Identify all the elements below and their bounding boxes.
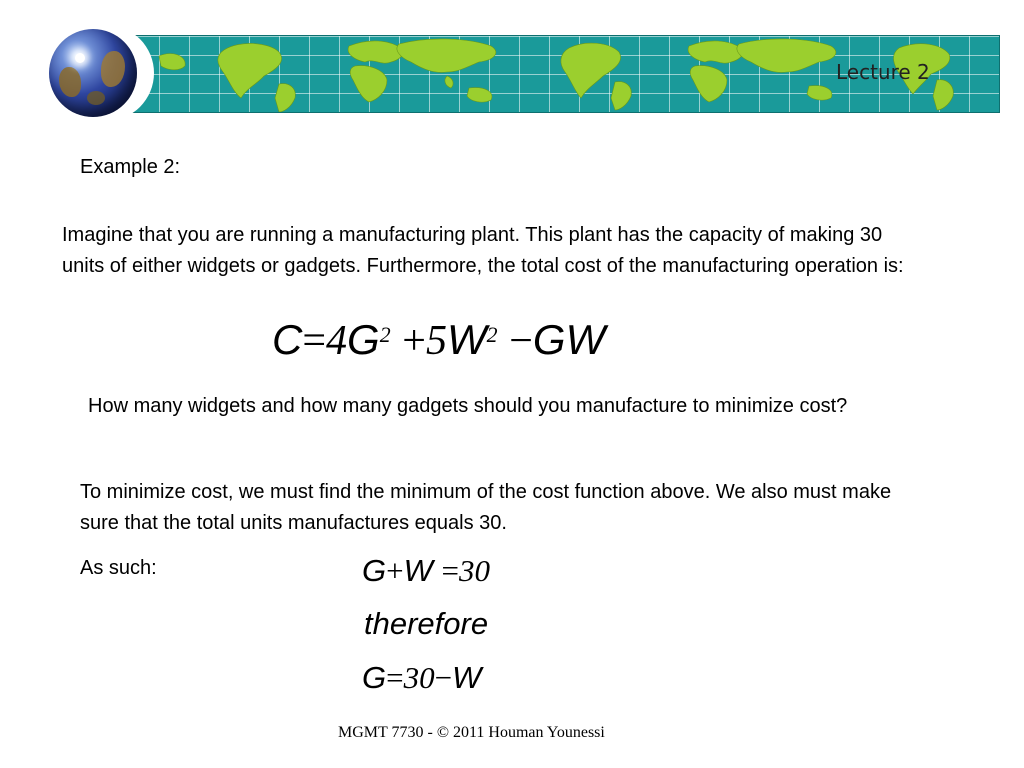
lecture-label: Lecture 2	[836, 60, 930, 84]
therefore-word: therefore	[364, 606, 489, 641]
example-heading: Example 2:	[80, 156, 181, 178]
as-such-label: As such:	[80, 557, 157, 579]
g-equation: G=30−W	[362, 660, 482, 695]
globe-logo-icon	[49, 29, 137, 117]
question-paragraph: How many widgets and how many gadgets should you manufacture to minimize cost?	[88, 395, 848, 417]
intro-paragraph: Imagine that you are running a manufacturing plant. This plant has the capacity of making 30 units of either widgets or gadgets. Furthermore, the total cost of the manufacturing operation is:	[62, 224, 904, 277]
cost-equation: $C=4G^2 +5W^2 -GW$	[272, 316, 606, 364]
footer-copyright: MGMT 7730 - © 2011 Houman Younessi	[338, 724, 605, 741]
sum-equation: G+W =30	[362, 553, 490, 588]
minimize-paragraph: To minimize cost, we must find the minimum of the cost function above. We also must make sure that the total units manufactures equals 30.	[80, 481, 892, 534]
